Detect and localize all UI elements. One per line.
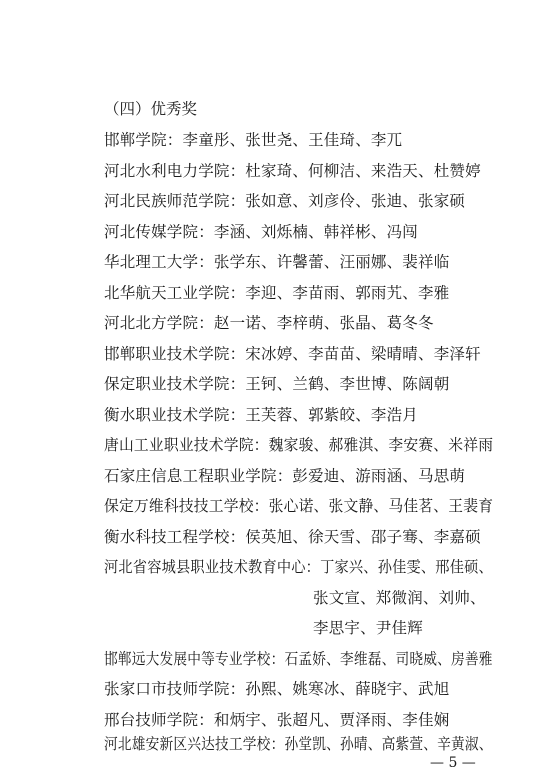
award-line-continuation: 张文宣、郑微润、刘帅、 — [313, 589, 486, 607]
award-line: 河北北方学院：赵一诺、李梓萌、张晶、葛冬冬 — [104, 314, 434, 332]
award-line: 北华航天工业学院：李迎、李苗雨、郭雨艽、李雅 — [104, 284, 450, 302]
award-line: 张家口市技师学院：孙熙、姚寒冰、薛晓宇、武旭 — [104, 680, 450, 698]
award-line: 唐山工业职业技术学院：魏家骏、郝雅淇、李安赛、米祥雨 — [104, 436, 494, 454]
award-line: 衡水科技工程学校：侯英旭、徐天雪、邵子骞、李嘉硕 — [104, 528, 481, 546]
award-line: 保定万维科技技工学校：张心诺、张文静、马佳茗、王裴育 — [104, 497, 494, 515]
award-line: 河北民族师范学院：张如意、刘彦伶、张迪、张家硕 — [104, 192, 466, 210]
award-line: 华北理工大学：张学东、许馨蕾、汪丽娜、裴祥临 — [104, 253, 450, 271]
award-line: 邯郸远大发展中等专业学校：石孟娇、李维磊、司晓威、房善雅 — [104, 650, 493, 668]
award-line: 邯郸职业技术学院：宋冰婷、李苗苗、梁晴晴、李泽轩 — [104, 345, 481, 363]
award-line: 河北水利电力学院：杜家琦、何柳洁、来浩天、杜赞婷 — [104, 162, 481, 180]
award-line: 河北传媒学院：李涵、刘烁楠、韩祥彬、冯闯 — [104, 223, 419, 241]
award-line: 河北雄安新区兴达技工学校：孙堂凯、孙晴、高紫萱、辛黄淑、 — [104, 735, 493, 753]
award-line: 石家庄信息工程职业学院：彭爱迪、游雨涵、马思萌 — [104, 467, 466, 485]
award-line: 保定职业技术学院：王钶、兰鹤、李世博、陈阔朝 — [104, 375, 450, 393]
award-line: 邢台技师学院：和炳宇、张超凡、贾泽雨、李佳娴 — [104, 711, 450, 729]
award-line: 邯郸学院：李童彤、张世尧、王佳琦、李兀 — [104, 131, 403, 149]
award-line-continuation: 李思宇、尹佳辉 — [313, 619, 423, 637]
section-heading: （四）优秀奖 — [104, 100, 198, 118]
award-line: 衡水职业技术学院：王芙蓉、郭紫皎、李浩月 — [104, 406, 419, 424]
page-number: — 5 — — [430, 755, 476, 771]
award-line: 河北省容城县职业技术教育中心：丁家兴、孙佳雯、邢佳硕、 — [104, 558, 493, 576]
